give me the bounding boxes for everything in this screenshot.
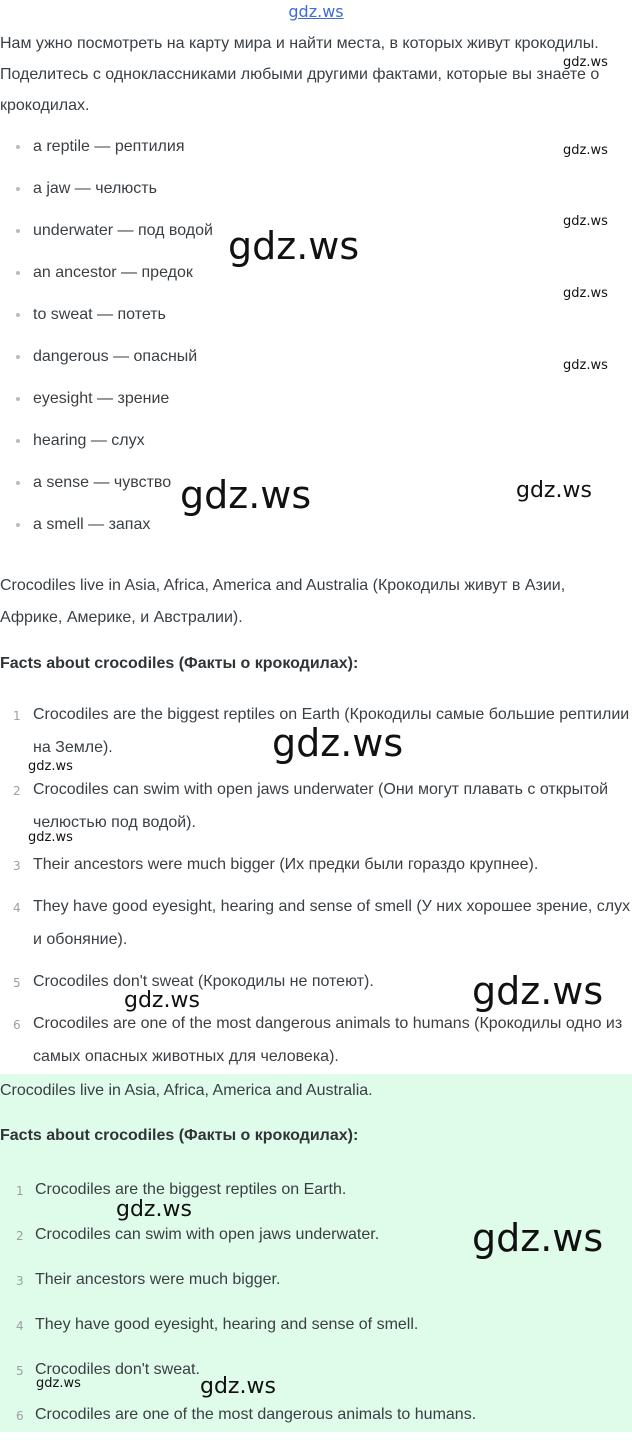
- watermark: gdz.ws: [36, 1376, 81, 1391]
- vocab-item: [0, 126, 213, 168]
- fact-number: 3: [13, 859, 21, 873]
- fact-number: 2: [16, 1229, 24, 1243]
- vocab-text: a sense — чувство: [33, 474, 172, 491]
- fact-text: They have good eyesight, hearing and sense of smell (У них хорошее зрение, слух и обоняние).: [33, 898, 631, 948]
- fact-text: Crocodiles don't sweat.: [35, 1361, 200, 1378]
- fact-text: Their ancestors were much bigger (Их предки были гораздо крупнее).: [33, 856, 539, 873]
- fact-text: Crocodiles are the biggest reptiles on Earth (Крокодилы самые большие рептилии на Земле).: [33, 706, 630, 756]
- fact-text: Crocodiles can swim with open jaws underwater (Они могут плавать с открытой челюстью под водой).: [33, 781, 609, 831]
- fact-text: Crocodiles don't sweat (Крокодилы не потеют).: [33, 973, 374, 990]
- bullet-icon: [16, 313, 20, 317]
- fact-number: 1: [16, 1184, 24, 1198]
- vocab-text: a reptile — рептилия: [33, 138, 185, 155]
- watermark: gdz.ws: [180, 473, 312, 517]
- vocab-item: [0, 252, 213, 294]
- site-link[interactable]: gdz.ws: [288, 2, 344, 21]
- fact-number: 6: [13, 1018, 21, 1032]
- fact-number: 5: [13, 976, 21, 990]
- bullet-icon: [16, 439, 20, 443]
- vocab-text: to sweat — потеть: [33, 306, 166, 323]
- fact-number: 4: [13, 901, 21, 915]
- vocab-text: a jaw — челюсть: [33, 180, 157, 197]
- fact-item: [0, 1007, 632, 1073]
- bullet-icon: [16, 481, 20, 485]
- vocab-item: [0, 336, 213, 378]
- watermark: gdz.ws: [272, 721, 404, 765]
- fact-text: They have good eyesight, hearing and sense of smell.: [35, 1316, 419, 1333]
- vocab-text: underwater — под водой: [33, 222, 213, 239]
- watermark: gdz.ws: [200, 1374, 276, 1399]
- answer-heading: Facts about crocodiles (Факты о крокодилах):: [0, 1127, 359, 1144]
- fact-number: 3: [16, 1274, 24, 1288]
- answer-facts-list: [0, 1171, 632, 1441]
- answer-fact-item: [0, 1351, 632, 1396]
- continents-paragraph: Crocodiles live in Asia, Africa, America and Australia (Крокодилы живут в Азии, Африке, Америке, и Австралии).: [0, 577, 566, 626]
- fact-number: 4: [16, 1319, 24, 1333]
- watermark: gdz.ws: [563, 55, 608, 70]
- intro-paragraph: Нам ужно посмотреть на карту мира и найти места, в которых живут крокодилы. Поделитесь с одноклассниками любыми другими фактами, которые вы знаете о крокодилах.: [0, 35, 600, 114]
- vocab-item: [0, 168, 213, 210]
- answer-fact-item: [0, 1171, 632, 1216]
- watermark: gdz.ws: [124, 988, 200, 1013]
- fact-number: 1: [13, 709, 21, 723]
- answer-paragraph: Crocodiles live in Asia, Africa, America and Australia.: [0, 1082, 373, 1099]
- answer-fact-item: [0, 1261, 632, 1306]
- watermark: gdz.ws: [28, 830, 73, 845]
- bullet-icon: [16, 229, 20, 233]
- fact-number: 5: [16, 1364, 24, 1378]
- watermark: gdz.ws: [116, 1197, 192, 1222]
- vocab-text: dangerous — опасный: [33, 348, 198, 365]
- watermark: gdz.ws: [28, 759, 73, 774]
- answer-fact-item: [0, 1306, 632, 1351]
- watermark: gdz.ws: [563, 358, 608, 373]
- bullet-icon: [16, 145, 20, 149]
- fact-item: [0, 848, 632, 881]
- watermark: gdz.ws: [472, 1216, 604, 1260]
- fact-text: Their ancestors were much bigger.: [35, 1271, 281, 1288]
- fact-text: Crocodiles can swim with open jaws underwater.: [35, 1226, 380, 1243]
- fact-text: Crocodiles are the biggest reptiles on Earth.: [35, 1181, 347, 1198]
- vocab-item: [0, 420, 213, 462]
- watermark: gdz.ws: [563, 214, 608, 229]
- watermark: gdz.ws: [516, 478, 592, 503]
- vocab-text: hearing — слух: [33, 432, 145, 449]
- bullet-icon: [16, 355, 20, 359]
- watermark: gdz.ws: [563, 286, 608, 301]
- fact-number: 2: [13, 784, 21, 798]
- vocab-item: [0, 210, 213, 252]
- watermark: gdz.ws: [472, 969, 604, 1013]
- fact-number: 6: [16, 1409, 24, 1423]
- bullet-icon: [16, 271, 20, 275]
- bullet-icon: [16, 397, 20, 401]
- fact-text: Crocodiles are one of the most dangerous animals to humans (Крокодилы одно из самых опасных животных для человека).: [33, 1015, 623, 1065]
- vocab-item: [0, 294, 213, 336]
- fact-text: Crocodiles are one of the most dangerous animals to humans.: [35, 1406, 477, 1423]
- fact-item: [0, 890, 632, 956]
- vocab-text: a smell — запах: [33, 516, 151, 533]
- watermark: gdz.ws: [228, 224, 360, 268]
- watermark: gdz.ws: [563, 143, 608, 158]
- bullet-icon: [16, 187, 20, 191]
- fact-item: [0, 773, 632, 839]
- answer-fact-item: [0, 1396, 632, 1441]
- bullet-icon: [16, 523, 20, 527]
- vocab-text: eyesight — зрение: [33, 390, 170, 407]
- vocab-item: [0, 378, 213, 420]
- facts-heading: Facts about crocodiles (Факты о крокодилах):: [0, 655, 359, 672]
- vocab-text: an ancestor — предок: [33, 264, 193, 281]
